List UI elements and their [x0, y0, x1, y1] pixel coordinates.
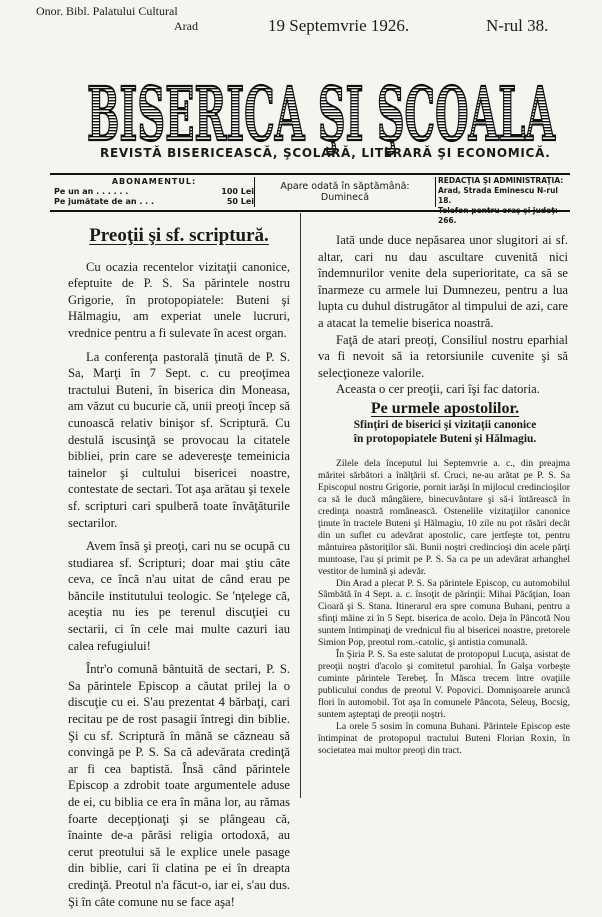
- subscription-box: [54, 177, 254, 207]
- article-title: Preoţii şi sf. scriptură.: [89, 225, 269, 246]
- article-paragraph: Din Arad a plecat P. S. Sa părintele Episcop, cu automobilul Sâmbătă în 4 Sept. a. c. însoţit de părinţii: Mihai Păcăţian, Ioan Cioară şi S. Stana. Itinerarul era spre comuna Buhani, pentru a sfinţi mâine zi în 5 Sept. biserica de acolo. Deja în Pâncotă Nou suntem întimpinaţi de vrednicul fiu al bisericei noastre, pretorele Simion Pop, preotul rom.-catolic, şi antistia comunală.: [318, 577, 570, 649]
- issue-date: 19 Septemvrie 1926.: [268, 16, 410, 35]
- library-stamp: [36, 4, 198, 34]
- masthead-title: BISERICA ŞI ŞCOALA: [87, 72, 556, 158]
- subscription-heading: ABONAMENTUL:: [111, 177, 197, 186]
- subscription-year-label: Pe un an . . . . . .: [54, 187, 129, 196]
- frequency-box: [254, 177, 436, 207]
- article-paragraph: În Şiria P. S. Sa este salutat de protopopul Lucuţa, asistat de preoţii noştri d'acolo şi comitetul parohial. În Galşa vorbeşte cuminte părintele Terebeţ. În Măsca trecem între ovaţiile publicului condus de preotul V. Popovici. Domnişoarele aruncă flori în automobil. Tot aşa în comunele Pâncota, Seleuş, Bocsig, suntem aşteptaţi de preoţii noştri.: [318, 649, 570, 721]
- article-paragraph: La conferenţa pastorală ţinută de P. S. Sa, Marţi în 7 Sept. c. cu preoţimea tractului Buteni, în biserica din Moneasa, am văzut cu bucurie că, unii preoţi încep să cunoască relativ binişor sf. Scriptură. Cu destulă iscusinţă se provocau la citatele bibliei, prin care se adeveresţe temeinicia tainelor şi cultului bisericei noastre, contestate de sectari. Tot aşa arătau şi texele sf. scripturi cari spulberă toate învăţăturile sectarilor.: [68, 349, 290, 530]
- article-paragraph: Într'o comună bântuită de sectari, P. S. Sa părintele Episcop a căutat prilej la o discuţie cu ei. S'au prezentat 4 bărbaţi, cari recitau pe de rost pasagii întregi din biblie. Şi cu sf. Scriptură în mână se căzneau să convingă pe P. S. Sa că adevărata credinţă ar fi cea baptistă. Însă când părintele Episcop a zdrobit toate argumentele aduse de ei, cu biblia ce era în mâna lor, au rămas foarte decepţionaţi şi se plângeau că, înainte de-a părăsi religia ortodoxă, au cerut preotului să le explice unele pasage din biblie, cari îi clatina pe ei în dreapta credinţă. Preotul n'a făcut-o, iar ei, s'au dus. Şi în câte comune nu se face aşa!: [68, 662, 290, 909]
- stamp-line-1: Onor. Bibl. Palatului Cultural: [36, 4, 178, 18]
- info-bar: [50, 173, 570, 225]
- admin-phone: Telefon pentru oraş şi judeţ: 266.: [438, 206, 558, 225]
- admin-heading: REDACŢIA ŞI ADMINISTRAŢIA:: [438, 176, 564, 185]
- column-divider: [300, 213, 301, 798]
- article-paragraph: Iată unde duce nepăsarea unor slugitori ai sf. altar, cari nu dau ascultare cuvenită nici îndemnurilor venite dela superioritate, ca să se înarmeze cu armele lui Dumnezeu, pentru a lua lupta cu duhul distrugător al timpului de azi, care a atacat la temelie biserica noastră.: [318, 233, 568, 330]
- article-title: Pe urmele apostolilor.: [370, 400, 520, 417]
- article-subtitle-2: în protopopiatele Buteni şi Hălmagiu.: [353, 433, 537, 445]
- article-preotii: [68, 225, 290, 917]
- masthead-subtitle: REVISTĂ BISERICEASCĂ, ŞCOLARĂ, LITERARĂ ŞI ECONOMICĂ.: [100, 146, 551, 160]
- article-paragraph: La orele 5 sosim în comuna Buhani. Părintele Episcop este întimpinat de protopopul tractului Buteni Florian Roxin, în societatea mai multor preoţi din tract.: [318, 720, 570, 756]
- admin-address: Arad, Strada Eminescu N-rul 18.: [438, 186, 558, 205]
- administration-box: [438, 176, 570, 226]
- article-paragraph: Cu ocazia recentelor vizitaţii canonice, efeptuite de P. S. Sa părintele nostru Grigorie, în protopopiatele: Buteni şi Hălmagiu, am experiat unele lucruri, vrednice pentru a fi sulevate în acest organ.: [68, 259, 290, 340]
- subscription-half-price: 50 Lei: [226, 197, 254, 206]
- frequency-text: Apare odată în săptămână: Duminecă: [280, 181, 410, 203]
- article-apostoli: [318, 458, 570, 757]
- subscription-row-year: [54, 187, 254, 197]
- issue-number: N-rul 38.: [486, 16, 549, 35]
- subscription-row-half: [54, 197, 254, 207]
- subscription-half-label: Pe jumătate de an . . .: [54, 197, 155, 206]
- subscription-year-price: 100 Lei: [221, 187, 254, 196]
- stamp-line-2: Arad: [174, 19, 198, 33]
- article-paragraph: Faţă de atari preoţi, Consiliul nostru eparhial va fi nevoit să ia retorsiunile cuvenite şi să selecţioneze valorile.: [318, 332, 568, 380]
- article-paragraph: Zilele dela începutul lui Septemvrie a. c., din preajma măritei sărbători a înălţării sf. Cruci, ne-au arătat pe P. S. Sa Episcopul nostru Grigorie, pornit iarăşi în mijlocul credincioşilor ca să le ducă mângâiere, binecuvântare şi să-i întărească în credinţa noastră românească. Ostenelile vizitaţiilor canonice ţinute în tractele Buteni şi Hălmagiu, 10 zile nu pot răsări decât din un suflet cu adevărat apostolic, care jertfeşte tot, pentru mântuirea păstoriţilor săi. Bunii noştri credincioşi din acele părţi muntoase, l'au şi primit pe P. S. Sa ca pe un adevărat arhanghel vestitor de lumină şi adevăr.: [318, 458, 570, 577]
- article-preotii-continuation: [318, 232, 568, 398]
- article-paragraph: Aceasta o cer preoţii, cari îşi fac datoria.: [336, 382, 540, 397]
- article-paragraph: Avem însă şi preoţi, cari nu se ocupă cu studiarea sf. Scripturi; doar mai ştiu câte ceva, ce încă n'au uitat de când erau pe băncile institutului teologic. Se 'nţelege că, aceştia nu ies pe terenul discuţiei cu sectarii, ci în cele mai multe cazuri iau calea refugiului!: [68, 539, 290, 653]
- article-subtitle-1: Sfinţiri de biserici şi vizitaţii canonice: [353, 419, 537, 431]
- article-apostoli-header: [320, 400, 570, 446]
